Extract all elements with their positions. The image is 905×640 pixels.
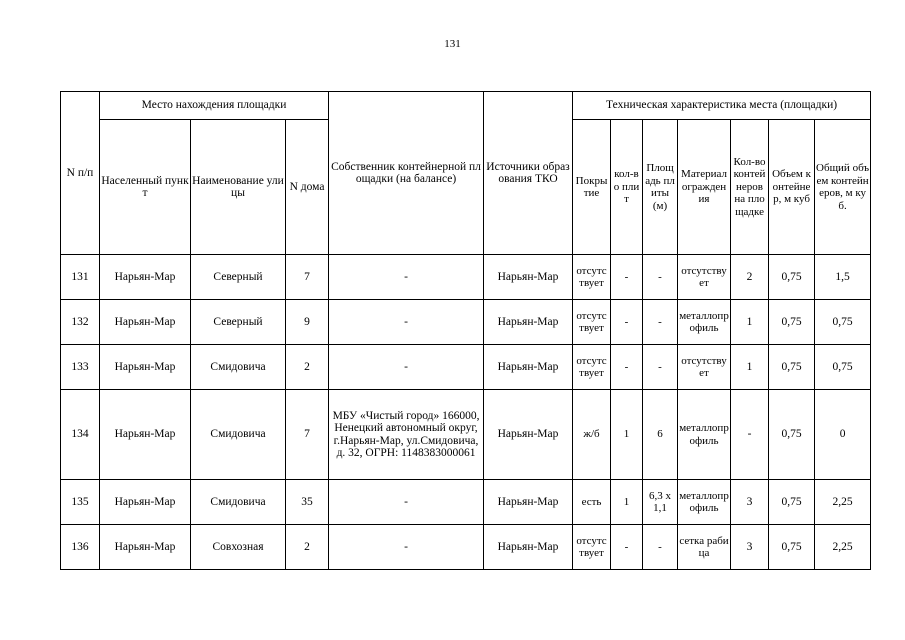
header-row-1 xyxy=(61,92,871,120)
cell-house: 7 xyxy=(286,390,329,480)
cell-fence: сетка рабица xyxy=(678,525,731,570)
cell-owner: - xyxy=(329,480,484,525)
header-container-count: Кол-во контейнеров на площадке xyxy=(731,120,769,255)
cell-street: Северный xyxy=(191,255,286,300)
header-tech-group: Техническая характеристика места (площадки) xyxy=(573,92,871,120)
cell-num: 136 xyxy=(61,525,100,570)
table-row xyxy=(61,345,871,390)
cell-house: 7 xyxy=(286,255,329,300)
cell-sources: Нарьян-Мар xyxy=(484,480,573,525)
cell-volume: 0,75 xyxy=(769,255,815,300)
cell-slabs: - xyxy=(611,255,643,300)
header-sources: Источники образования ТКО xyxy=(484,92,573,255)
cell-volume: 0,75 xyxy=(769,300,815,345)
cell-containers: 3 xyxy=(731,525,769,570)
cell-area: - xyxy=(643,525,678,570)
cell-num: 134 xyxy=(61,390,100,480)
table-row xyxy=(61,300,871,345)
cell-settlement: Нарьян-Мар xyxy=(100,300,191,345)
cell-sources: Нарьян-Мар xyxy=(484,390,573,480)
cell-volume: 0,75 xyxy=(769,525,815,570)
cell-settlement: Нарьян-Мар xyxy=(100,525,191,570)
cell-house: 9 xyxy=(286,300,329,345)
header-street: Наименование улицы xyxy=(191,120,286,255)
cell-owner: - xyxy=(329,255,484,300)
cell-sources: Нарьян-Мар xyxy=(484,525,573,570)
cell-area: - xyxy=(643,300,678,345)
header-slabs-count: кол-во плит xyxy=(611,120,643,255)
cell-owner: - xyxy=(329,300,484,345)
cell-total: 0 xyxy=(815,390,871,480)
cell-total: 2,25 xyxy=(815,525,871,570)
cell-street: Смидовича xyxy=(191,390,286,480)
cell-slabs: - xyxy=(611,300,643,345)
cell-surface: отсутствует xyxy=(573,345,611,390)
cell-owner: МБУ «Чистый город» 166000, Ненецкий автономный округ, г.Нарьян-Мар, ул.Смидовича, д. 32, ОГРН: 1148383000061 xyxy=(329,390,484,480)
cell-area: 6 xyxy=(643,390,678,480)
cell-containers: 2 xyxy=(731,255,769,300)
cell-fence: металлопрофиль xyxy=(678,300,731,345)
cell-slabs: 1 xyxy=(611,390,643,480)
header-fence-material: Материал ограждения xyxy=(678,120,731,255)
cell-sources: Нарьян-Мар xyxy=(484,255,573,300)
cell-sources: Нарьян-Мар xyxy=(484,300,573,345)
cell-volume: 0,75 xyxy=(769,390,815,480)
cell-area: 6,3 х 1,1 xyxy=(643,480,678,525)
table-row xyxy=(61,480,871,525)
page-number: 131 xyxy=(444,38,461,50)
cell-num: 133 xyxy=(61,345,100,390)
cell-house: 2 xyxy=(286,345,329,390)
cell-surface: отсутствует xyxy=(573,255,611,300)
cell-volume: 0,75 xyxy=(769,480,815,525)
cell-settlement: Нарьян-Мар xyxy=(100,480,191,525)
cell-volume: 0,75 xyxy=(769,345,815,390)
header-location-group: Место нахождения площадки xyxy=(100,92,329,120)
container-sites-table xyxy=(60,91,871,570)
cell-area: - xyxy=(643,345,678,390)
header-num: N п/п xyxy=(61,92,100,255)
header-house: N дома xyxy=(286,120,329,255)
cell-house: 2 xyxy=(286,525,329,570)
cell-settlement: Нарьян-Мар xyxy=(100,390,191,480)
header-container-volume: Объем контейнер, м куб xyxy=(769,120,815,255)
cell-sources: Нарьян-Мар xyxy=(484,345,573,390)
cell-street: Совхозная xyxy=(191,525,286,570)
cell-containers: 3 xyxy=(731,480,769,525)
cell-street: Смидовича xyxy=(191,480,286,525)
cell-slabs: 1 xyxy=(611,480,643,525)
cell-slabs: - xyxy=(611,345,643,390)
cell-num: 132 xyxy=(61,300,100,345)
cell-total: 0,75 xyxy=(815,345,871,390)
cell-surface: ж/б xyxy=(573,390,611,480)
cell-street: Смидовича xyxy=(191,345,286,390)
cell-fence: отсутствует xyxy=(678,345,731,390)
cell-street: Северный xyxy=(191,300,286,345)
header-slab-area: Площадь плиты (м) xyxy=(643,120,678,255)
cell-containers: - xyxy=(731,390,769,480)
cell-containers: 1 xyxy=(731,345,769,390)
cell-num: 131 xyxy=(61,255,100,300)
header-total-volume: Общий объем контейнеров, м куб. xyxy=(815,120,871,255)
cell-total: 1,5 xyxy=(815,255,871,300)
cell-fence: металлопрофиль xyxy=(678,390,731,480)
cell-fence: металлопрофиль xyxy=(678,480,731,525)
cell-fence: отсутствует xyxy=(678,255,731,300)
cell-surface: отсутствует xyxy=(573,300,611,345)
cell-settlement: Нарьян-Мар xyxy=(100,345,191,390)
cell-surface: отсутствует xyxy=(573,525,611,570)
header-settlement: Населенный пункт xyxy=(100,120,191,255)
cell-num: 135 xyxy=(61,480,100,525)
table-row xyxy=(61,255,871,300)
cell-surface: есть xyxy=(573,480,611,525)
cell-slabs: - xyxy=(611,525,643,570)
table-row xyxy=(61,525,871,570)
cell-house: 35 xyxy=(286,480,329,525)
header-surface: Покрытие xyxy=(573,120,611,255)
cell-settlement: Нарьян-Мар xyxy=(100,255,191,300)
cell-area: - xyxy=(643,255,678,300)
cell-total: 0,75 xyxy=(815,300,871,345)
table-row xyxy=(61,390,871,480)
cell-owner: - xyxy=(329,525,484,570)
header-owner: Собственник контейнерной площадки (на балансе) xyxy=(329,92,484,255)
cell-total: 2,25 xyxy=(815,480,871,525)
cell-containers: 1 xyxy=(731,300,769,345)
cell-owner: - xyxy=(329,345,484,390)
